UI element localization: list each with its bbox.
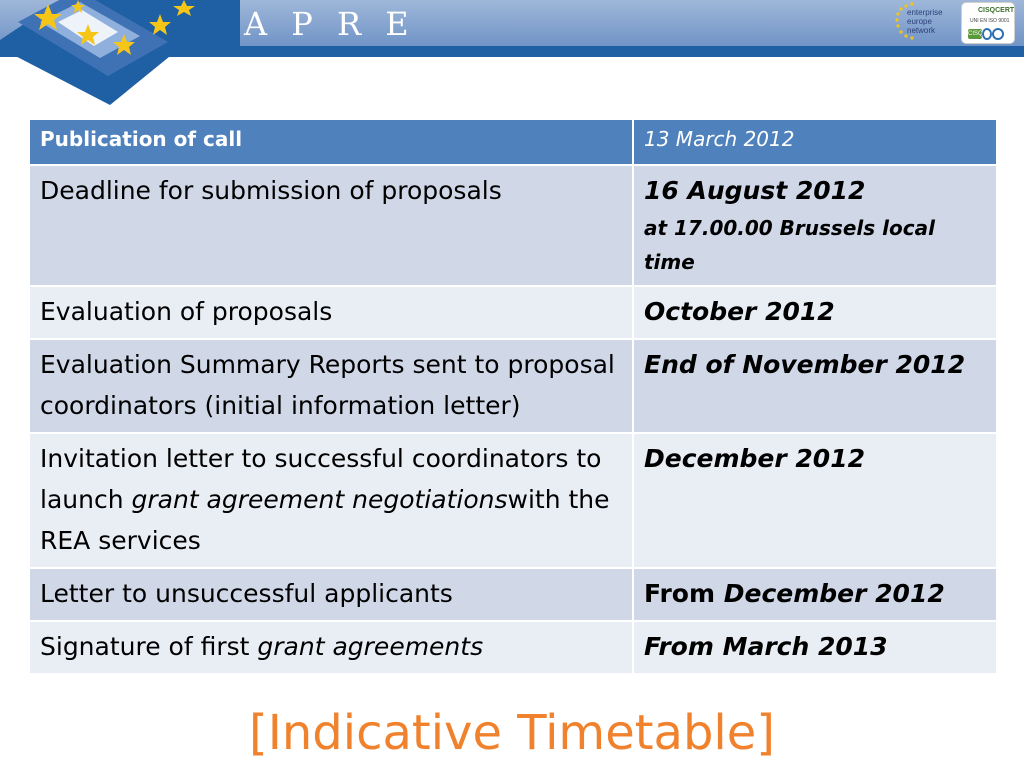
row-value-date: December 2012 <box>644 444 865 473</box>
row-label-text: Invitation letter to successful coordinators to launch <box>40 444 602 514</box>
row-value <box>633 165 997 286</box>
header-label: Publication of call <box>29 119 633 165</box>
row-label <box>29 433 633 568</box>
row-label: Evaluation of proposals <box>29 286 633 339</box>
cert-globe-icon <box>992 28 1004 40</box>
apre-logo-icon <box>0 0 240 110</box>
row-value-date: From March 2013 <box>644 632 888 661</box>
row-value <box>633 433 997 568</box>
row-value <box>633 568 997 621</box>
row-label: Evaluation Summary Reports sent to proposal coordinators (initial information letter) <box>29 339 633 433</box>
row-value-note: at 17.00.00 Brussels local time <box>644 216 935 274</box>
slide-title: [Indicative Timetable] <box>248 705 776 761</box>
table-row <box>29 621 997 674</box>
header-value: 13 March 2012 <box>633 119 997 165</box>
cert-badge: CISQ <box>968 31 983 37</box>
row-label: Letter to unsuccessful applicants <box>29 568 633 621</box>
row-value-date: October 2012 <box>644 297 835 326</box>
cert-subtext: UNI EN ISO 9001 <box>970 18 1010 24</box>
table-row <box>29 286 997 339</box>
row-label-italic: grant agreement negotiations <box>131 485 508 514</box>
row-value-prefix: From <box>644 579 724 608</box>
row-value-date: December 2012 <box>723 579 945 608</box>
table-row <box>29 568 997 621</box>
table-row <box>29 339 997 433</box>
apre-title: A P R E <box>244 5 416 43</box>
network-logo-text: enterprise europe network <box>907 8 943 35</box>
row-label-italic: grant agreements <box>257 632 484 661</box>
row-value <box>633 339 997 433</box>
row-label-text: with the REA services <box>40 485 610 555</box>
timetable-table <box>28 118 998 675</box>
certification-logo <box>961 2 1015 44</box>
row-value-date: 16 August 2012 <box>644 176 866 205</box>
row-value-date: End of November 2012 <box>644 350 966 379</box>
row-label-text: Signature of first <box>40 632 258 661</box>
cert-ring-icon <box>982 28 992 40</box>
cert-name: CISQCERT <box>978 7 1015 14</box>
table-row <box>29 433 997 568</box>
row-label: Deadline for submission of proposals <box>29 165 633 286</box>
row-value <box>633 621 997 674</box>
row-label <box>29 621 633 674</box>
row-value <box>633 286 997 339</box>
table-header-row <box>29 119 997 165</box>
table-row <box>29 165 997 286</box>
